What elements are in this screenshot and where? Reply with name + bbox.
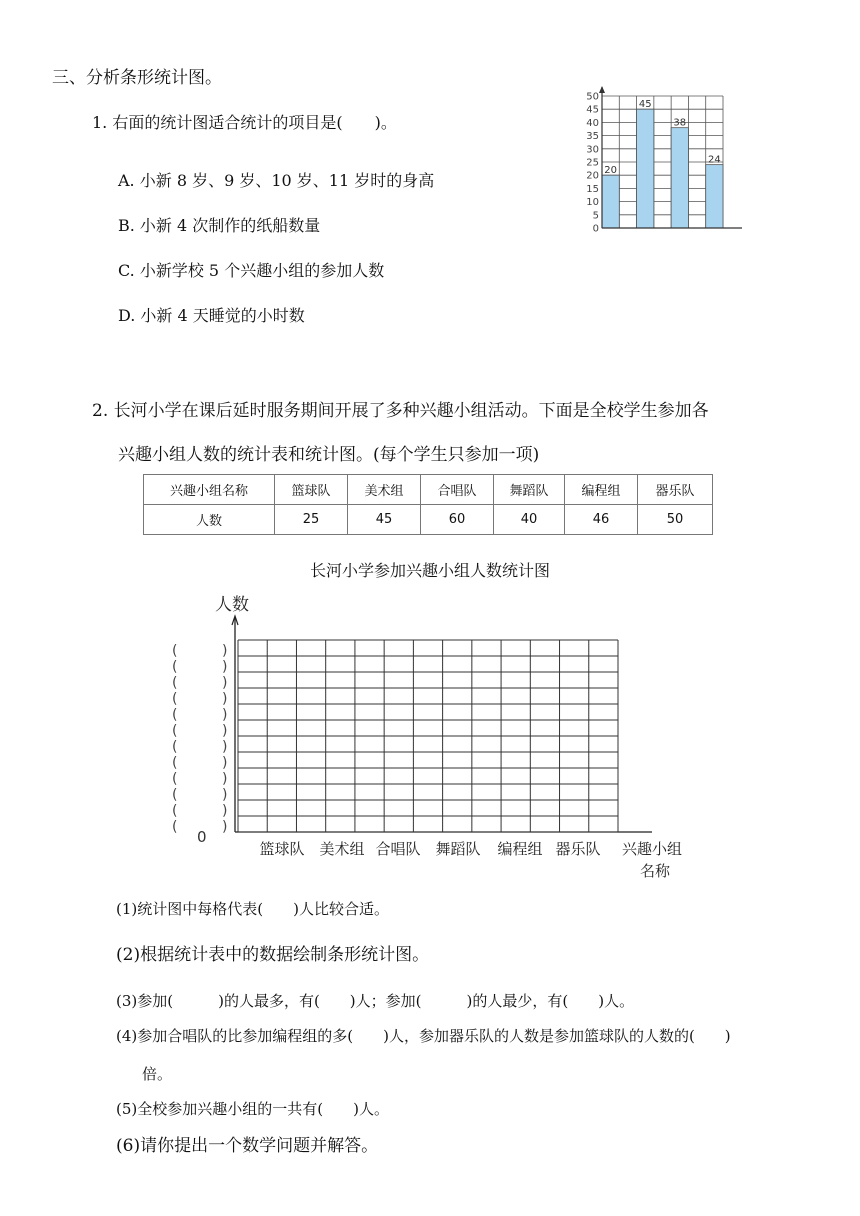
- x-category-label: 器乐队: [555, 840, 601, 858]
- blank-tick-open: (: [172, 643, 178, 659]
- sub-question-2: (2)根据统计表中的数据绘制条形统计图。: [116, 945, 430, 965]
- blank-tick-close: ): [222, 659, 228, 675]
- sub-question-5: (5)全校参加兴趣小组的一共有( )人。: [116, 1100, 389, 1118]
- table-cell: 篮球队: [275, 475, 348, 505]
- y-tick-label: 40: [586, 117, 599, 129]
- blank-chart-title: 长河小学参加兴趣小组人数统计图: [309, 561, 550, 580]
- blank-chart-group: [172, 595, 682, 880]
- table-cell: 45: [348, 505, 421, 535]
- blank-tick-close: ): [222, 755, 228, 771]
- y-tick-label: 10: [586, 197, 599, 209]
- y-axis-label: 人数: [215, 595, 249, 615]
- sub-question-4: (4)参加合唱队的比参加编程组的多( )人，参加器乐队的人数是参加篮球队的人数的( ): [116, 1027, 731, 1045]
- section-title: 三、分析条形统计图。: [52, 68, 222, 88]
- blank-tick-close: ): [222, 787, 228, 803]
- x-category-label: 合唱队: [375, 840, 421, 858]
- table-row-label: 人数: [144, 505, 275, 535]
- table-header-label: 兴趣小组名称: [144, 475, 275, 505]
- blank-tick-open: (: [172, 787, 178, 803]
- table-cell: 50: [638, 505, 713, 535]
- y-tick-label: 5: [592, 210, 599, 222]
- bar-data-label: 20: [604, 165, 618, 177]
- sub-question-3: (3)参加( )的人最多，有( )人；参加( )的人最少，有( )人。: [116, 992, 635, 1010]
- x-category-label: 编程组: [497, 840, 543, 858]
- table-cell: 美术组: [348, 475, 421, 505]
- table-cell: 40: [494, 505, 565, 535]
- y-tick-label: 15: [586, 183, 599, 195]
- x-category-label: 篮球队: [259, 840, 305, 858]
- table-cell: 编程组: [565, 475, 638, 505]
- bar-data-label: 38: [673, 117, 687, 129]
- y-tick-label: 20: [586, 170, 599, 182]
- question-2-line2: 兴趣小组人数的统计表和统计图。(每个学生只参加一项): [118, 445, 540, 465]
- y-tick-label: 45: [586, 104, 599, 116]
- blank-tick-close: ): [222, 803, 228, 819]
- y-tick-label: 25: [586, 157, 599, 169]
- blank-tick-open: (: [172, 819, 178, 835]
- table-cell: 46: [565, 505, 638, 535]
- blank-tick-open: (: [172, 675, 178, 691]
- blank-tick-open: (: [172, 739, 178, 755]
- table-cell: 舞蹈队: [494, 475, 565, 505]
- blank-tick-close: ): [222, 707, 228, 723]
- origin-label: 0: [197, 828, 207, 846]
- y-tick-label: 50: [586, 91, 599, 103]
- blank-tick-close: ): [222, 739, 228, 755]
- y-tick-label: 35: [586, 131, 599, 143]
- blank-tick-close: ): [222, 675, 228, 691]
- blank-tick-open: (: [172, 771, 178, 787]
- table-cell: 合唱队: [421, 475, 494, 505]
- bar-data-label: 24: [707, 154, 721, 166]
- bar-data-label: 45: [638, 99, 652, 111]
- x-category-label: 美术组: [319, 840, 365, 858]
- blank-tick-open: (: [172, 659, 178, 675]
- blank-tick-close: ): [222, 643, 228, 659]
- sub-question-1: (1)统计图中每格代表( )人比较合适。: [116, 900, 389, 918]
- blank-tick-open: (: [172, 691, 178, 707]
- blank-tick-close: ): [222, 723, 228, 739]
- sub-question-6: (6)请你提出一个数学问题并解答。: [116, 1136, 379, 1156]
- option-d: D. 小新 4 天睡觉的小时数: [118, 306, 305, 325]
- blank-tick-open: (: [172, 755, 178, 771]
- x-category-label: 舞蹈队: [435, 840, 481, 858]
- option-b: B. 小新 4 次制作的纸船数量: [118, 216, 321, 235]
- table-cell: 60: [421, 505, 494, 535]
- blank-tick-close: ): [222, 691, 228, 707]
- y-tick-label: 0: [592, 223, 599, 235]
- blank-tick-open: (: [172, 723, 178, 739]
- table-cell: 器乐队: [638, 475, 713, 505]
- blank-tick-close: ): [222, 819, 228, 835]
- option-c: C. 小新学校 5 个兴趣小组的参加人数: [118, 261, 385, 280]
- sub-question-4-cont: 倍。: [142, 1065, 173, 1083]
- option-a: A. 小新 8 岁、9 岁、10 岁、11 岁时的身高: [118, 171, 435, 190]
- y-tick-label: 30: [586, 144, 599, 156]
- x-axis-label-line1: 兴趣小组: [621, 840, 683, 858]
- question-2-line1: 2. 长河小学在课后延时服务期间开展了多种兴趣小组活动。下面是全校学生参加各: [92, 401, 709, 421]
- question-1: 1. 右面的统计图适合统计的项目是( )。: [92, 113, 397, 132]
- blank-tick-open: (: [172, 707, 178, 723]
- blank-tick-close: ): [222, 771, 228, 787]
- x-axis-label-line2: 名称: [639, 862, 671, 880]
- table-cell: 25: [275, 505, 348, 535]
- blank-tick-open: (: [172, 803, 178, 819]
